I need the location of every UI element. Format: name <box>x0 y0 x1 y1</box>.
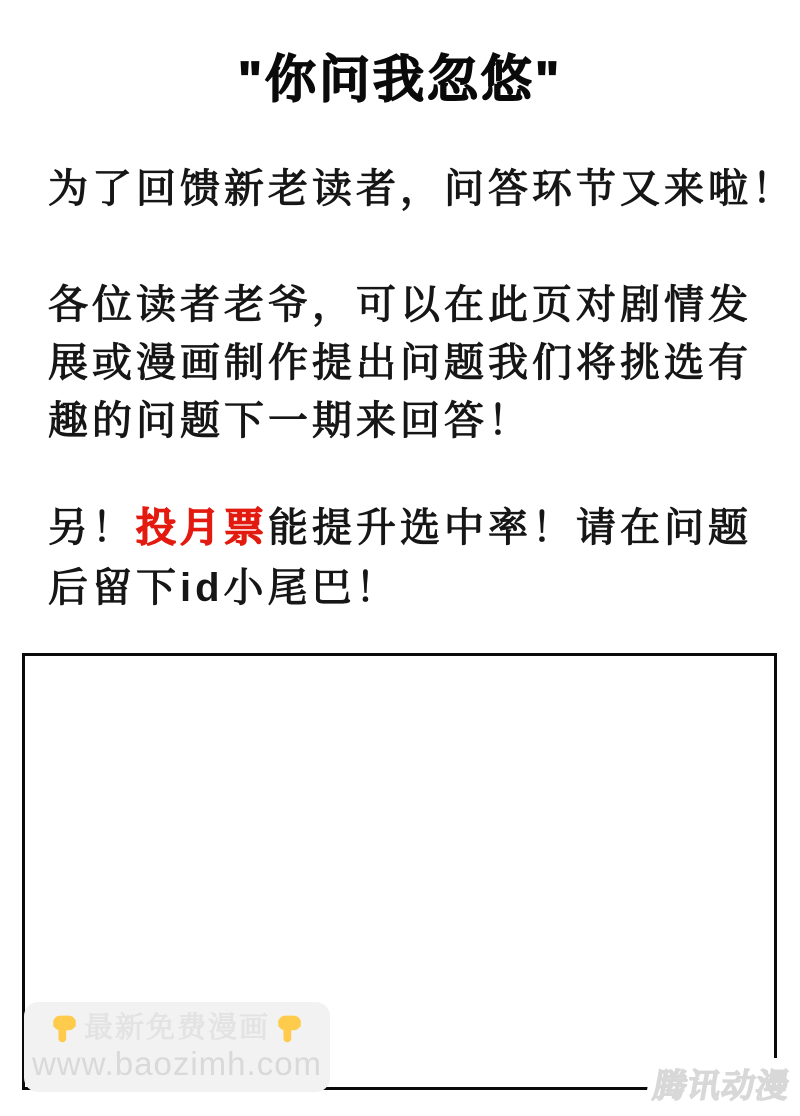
monthly-ticket-highlight: 投月票 <box>136 506 268 550</box>
vote-line-1-suffix: 能提升选中率！请在问题 <box>268 506 752 550</box>
vote-line-2: 后留下id小尾巴！ <box>48 566 400 610</box>
instructions-line-2: 展或漫画制作提出问题我们将挑选有 <box>48 341 752 385</box>
vote-paragraph <box>48 498 770 618</box>
point-down-emoji-icon <box>274 1013 305 1044</box>
tencent-comics-logo: 腾讯动漫 <box>643 1058 800 1111</box>
watermark-headline-text: 最新免费漫画 <box>83 1012 270 1044</box>
vote-line-1-prefix: 另！ <box>48 506 136 550</box>
page-title: "你问我忽悠" <box>237 51 563 108</box>
intro-paragraph: 为了回馈新老读者，问答环节又来啦！ <box>48 167 796 211</box>
vote-line-1 <box>48 498 770 558</box>
instructions-line-3: 趣的问题下一期来回答！ <box>48 399 532 443</box>
instructions-paragraph <box>48 276 770 450</box>
watermark-url: www.baozimh.com <box>31 1045 323 1082</box>
watermark-headline <box>49 1011 305 1045</box>
point-down-emoji-icon <box>49 1013 80 1044</box>
instructions-line-1: 各位读者老爷，可以在此页对剧情发 <box>48 283 752 327</box>
site-watermark <box>24 1002 330 1092</box>
